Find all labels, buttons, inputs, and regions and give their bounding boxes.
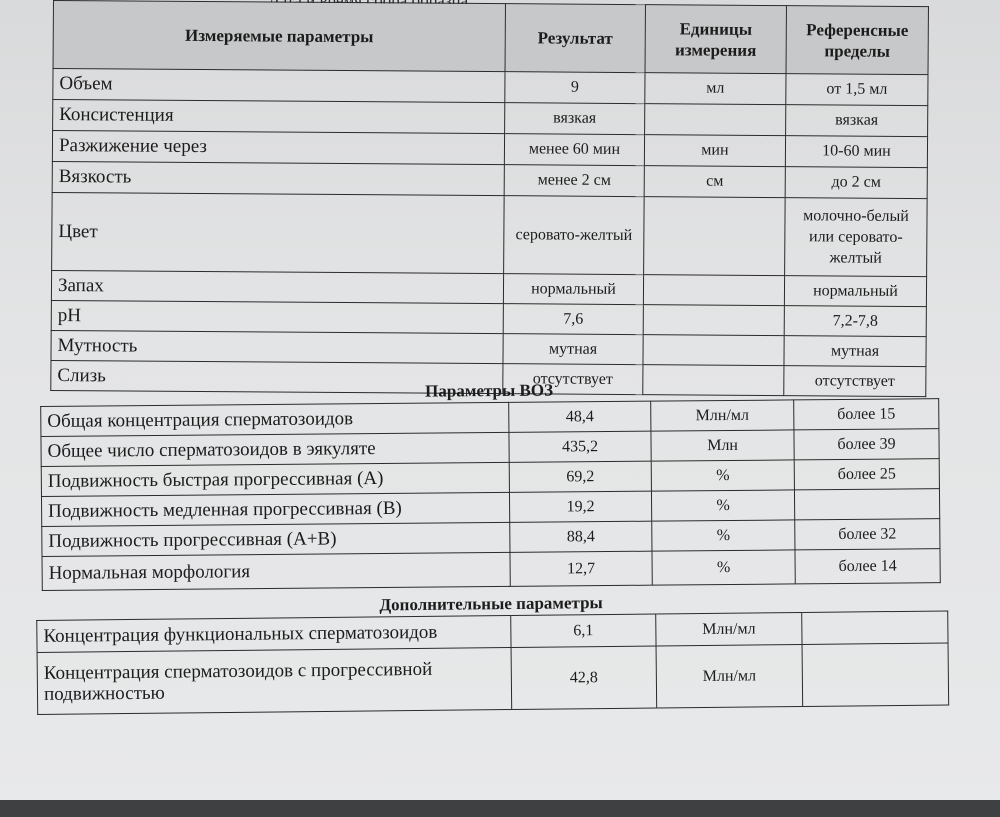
reference-value: 7,2-7,8	[784, 306, 926, 337]
result-value: 19,2	[509, 491, 651, 522]
reference-value: более 39	[794, 429, 939, 460]
reference-value	[802, 643, 949, 707]
reference-value: нормальный	[784, 276, 926, 307]
reference-value: молочно-белый или серовато-желтый	[785, 198, 928, 277]
result-value: мутная	[503, 334, 643, 365]
unit-value	[643, 335, 784, 366]
reference-value: до 2 см	[785, 167, 927, 199]
result-value: вязкая	[505, 103, 645, 135]
reference-value: более 25	[794, 459, 939, 490]
parameter-name: Мутность	[51, 330, 503, 363]
result-value: 9	[505, 72, 645, 104]
result-value: 6,1	[511, 614, 656, 648]
parameter-name: Консистенция	[53, 100, 505, 134]
unit-value: %	[652, 550, 795, 585]
unit-value: Млн/мл	[656, 612, 802, 646]
main-parameters-section	[50, 0, 929, 397]
reference-value: мутная	[784, 336, 926, 367]
result-value: 48,4	[509, 401, 651, 432]
reference-value: более 14	[795, 549, 940, 584]
parameter-name: Концентрация функциональных сперматозоидов	[37, 616, 511, 653]
parameter-name: Цвет	[52, 192, 505, 273]
parameter-name: Слизь	[51, 360, 503, 393]
result-value: серовато-желтый	[504, 196, 645, 275]
result-value: менее 2 см	[504, 165, 644, 197]
result-value: менее 60 мин	[504, 134, 644, 166]
unit-value	[644, 197, 786, 276]
desk-surface	[0, 800, 1000, 817]
column-header-parameter: Измеряемые параметры	[53, 1, 505, 72]
who-section-title: Параметры ВОЗ	[425, 380, 554, 401]
main-parameters-table	[50, 0, 929, 397]
result-value: 88,4	[510, 521, 652, 552]
table-row	[37, 643, 949, 715]
parameter-name: Подвижность прогрессивная (А+В)	[42, 522, 510, 556]
parameter-name: Общее число сперматозоидов в эякуляте	[41, 432, 509, 466]
parameter-name: Вязкость	[52, 161, 504, 195]
unit-value: %	[651, 460, 794, 491]
result-value: 12,7	[510, 551, 652, 586]
parameter-name: Общая концентрация сперматозоидов	[41, 402, 509, 436]
unit-value	[643, 305, 784, 336]
column-header-reference: Референсные пределы	[786, 6, 928, 75]
reference-value	[802, 611, 948, 645]
reference-value	[794, 489, 939, 520]
unit-value: %	[652, 520, 795, 551]
parameter-name: Концентрация сперматозоидов с прогрессивной подвижностью	[37, 648, 512, 715]
parameter-name: Разжижение через	[52, 131, 504, 165]
reference-value: 10-60 мин	[785, 136, 927, 168]
result-value: 69,2	[509, 461, 651, 492]
who-parameters-table	[40, 398, 941, 591]
result-value: 435,2	[509, 431, 651, 462]
result-value: 42,8	[511, 646, 657, 710]
result-value: отсутствует	[503, 364, 643, 395]
parameter-name: pH	[51, 300, 503, 333]
reference-value: от 1,5 мл	[786, 74, 928, 106]
unit-value: Млн/мл	[651, 400, 794, 431]
result-value: 7,6	[503, 304, 643, 335]
reference-value: вязкая	[786, 105, 928, 137]
unit-value: Млн	[651, 430, 794, 461]
additional-parameters-table	[36, 610, 949, 715]
reference-value: более 15	[794, 399, 939, 430]
reference-value: отсутствует	[784, 366, 926, 397]
parameter-name: Подвижность медленная прогрессивная (В)	[41, 492, 509, 526]
parameter-name: Нормальная морфология	[42, 552, 510, 590]
parameter-name: Запах	[51, 270, 503, 303]
unit-value: Млн/мл	[656, 644, 803, 708]
additional-parameters-section	[36, 588, 949, 715]
table-row	[42, 549, 940, 591]
unit-value: мл	[645, 73, 786, 105]
unit-value: мин	[644, 135, 785, 167]
table-row	[52, 192, 928, 276]
unit-value	[643, 275, 784, 306]
unit-value: см	[644, 166, 785, 198]
parameter-name: Объем	[53, 69, 505, 103]
reference-value: более 32	[795, 519, 940, 550]
unit-value	[645, 104, 786, 136]
parameter-name: Подвижность быстрая прогрессивная (А)	[41, 462, 509, 496]
who-parameters-section	[40, 376, 941, 591]
additional-section-title: Дополнительные параметры	[379, 593, 603, 615]
unit-value: %	[651, 490, 794, 521]
column-header-result: Результат	[505, 4, 645, 73]
result-value: нормальный	[503, 274, 643, 305]
column-header-unit: Единицы измерения	[645, 5, 786, 74]
